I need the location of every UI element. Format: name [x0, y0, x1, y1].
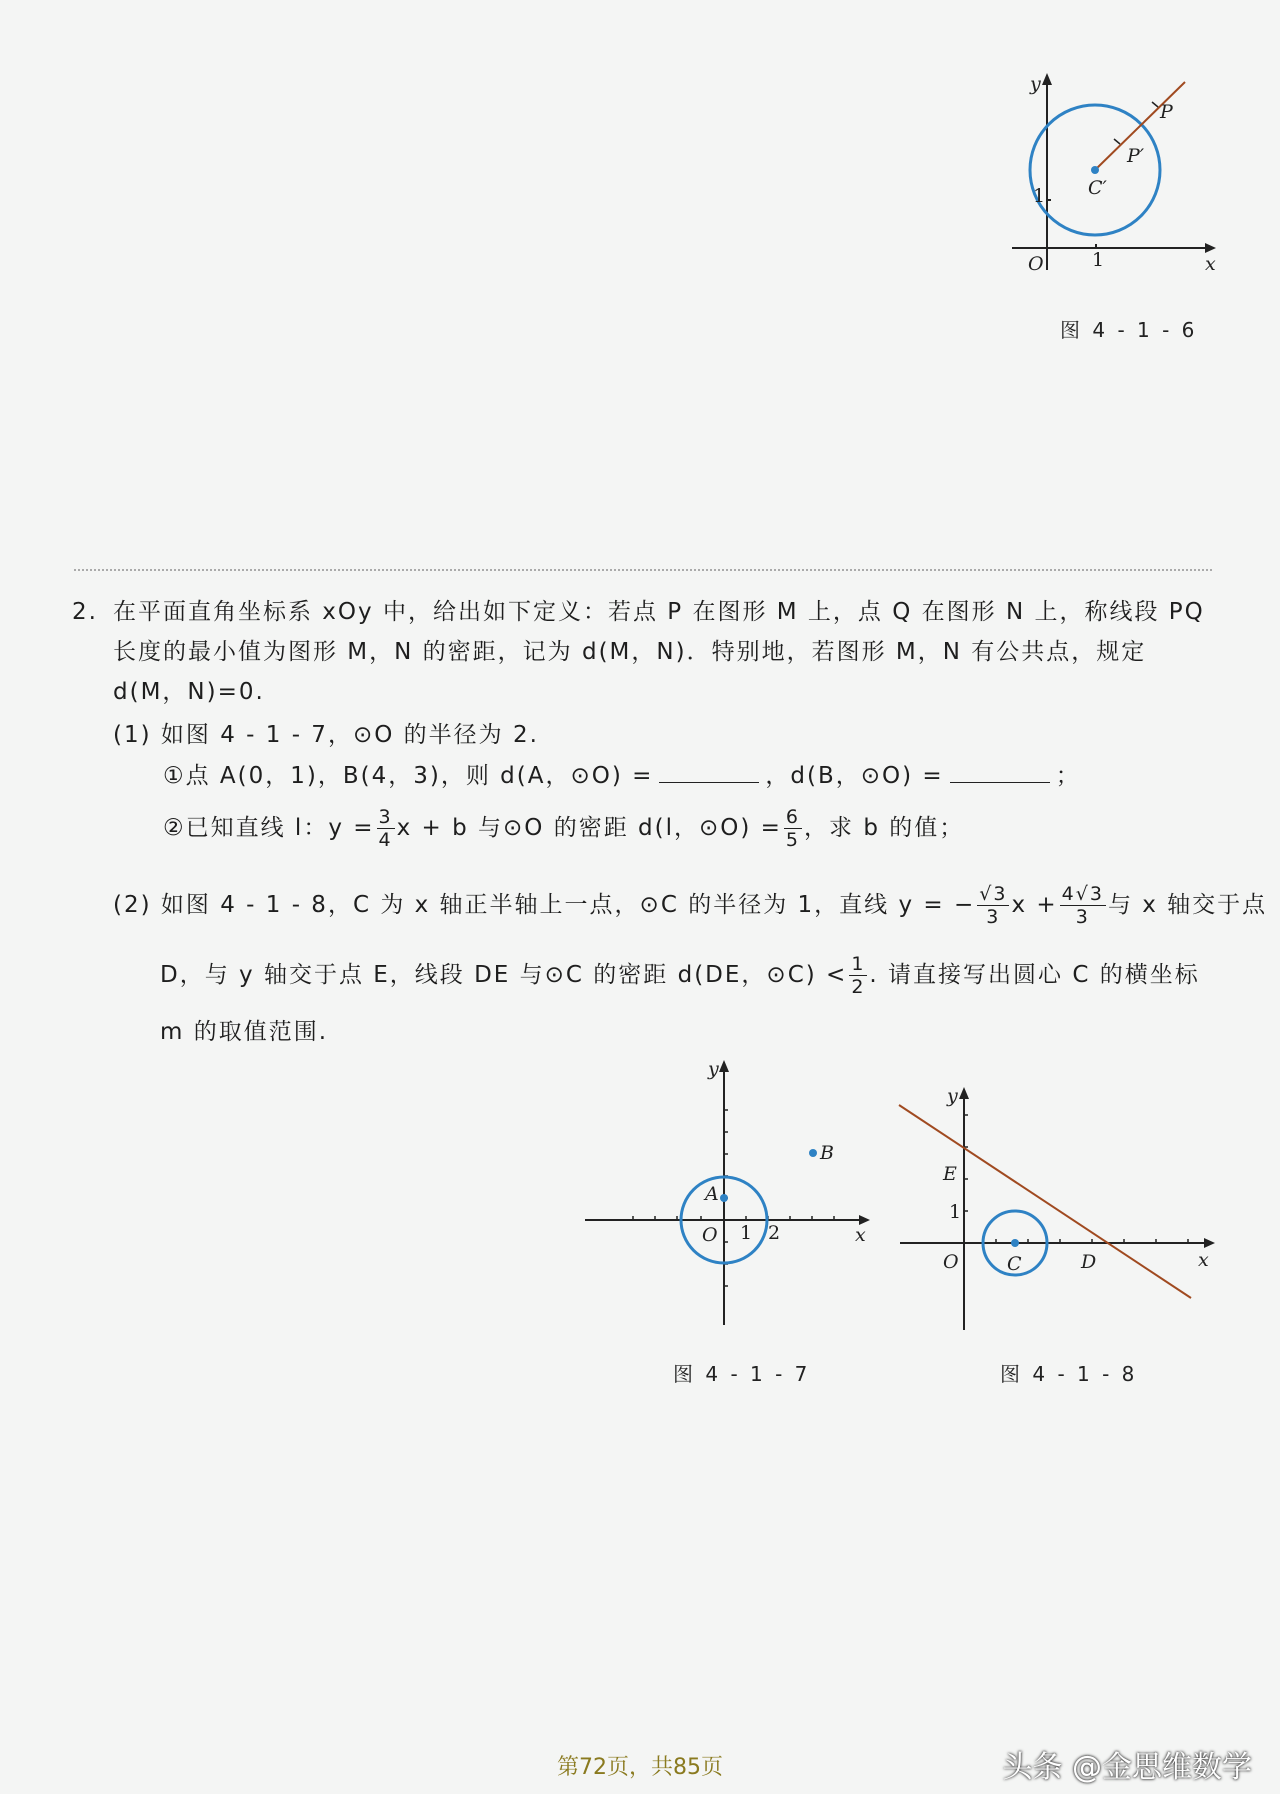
- part2-line2: [160, 953, 1200, 998]
- fig8-label-x: x: [1198, 1249, 1209, 1271]
- fig6-label-y: y: [1030, 73, 1041, 95]
- fraction-denominator: 3: [1075, 906, 1090, 928]
- fraction-numerator: 6: [785, 806, 801, 828]
- figure-4-1-7: [580, 1055, 880, 1335]
- fig6-label-p-prime: P′: [1127, 145, 1145, 167]
- problem-intro-line3: d(M，N)=0.: [113, 679, 265, 705]
- part2-line3: m 的取值范围.: [160, 1019, 329, 1045]
- fig8-label-o: O: [943, 1251, 959, 1273]
- fig6-label-one-x: 1: [1092, 249, 1105, 271]
- answer-blank-1[interactable]: [659, 756, 759, 783]
- figure-4-1-7-caption: 图 4 - 1 - 7: [673, 1362, 811, 1386]
- part1-q1-text-b: ，d(B，⊙O) =: [765, 763, 944, 789]
- part1-q2-text-b: x + b 与⊙O 的密距 d(l，⊙O) =: [396, 815, 782, 841]
- problem-intro-line2: 长度的最小值为图形 M，N 的密距，记为 d(M，N)．特别地，若图形 M，N 有公共点，规定: [113, 639, 1147, 665]
- fig7-label-x: x: [855, 1224, 866, 1246]
- fig7-label-a: A: [705, 1183, 719, 1205]
- fraction-sqrt3-3: [977, 883, 1009, 928]
- figure-4-1-8: [895, 1080, 1225, 1340]
- fig6-label-c: C′: [1088, 177, 1107, 199]
- fig7-label-two: 2: [768, 1222, 781, 1244]
- part2-line1: [113, 883, 1267, 928]
- fig7-label-one: 1: [740, 1222, 753, 1244]
- part1-heading: (1) 如图 4 - 1 - 7，⊙O 的半径为 2.: [113, 722, 539, 748]
- fraction-4sqrt3-3: [1060, 883, 1106, 928]
- fig8-label-one: 1: [949, 1201, 962, 1223]
- fig6-label-p: P: [1160, 101, 1173, 123]
- fraction-denominator: 4: [378, 829, 393, 851]
- part1-q1-text-c: ；: [1055, 763, 1081, 789]
- fraction-3-4: [377, 806, 395, 851]
- part1-question2: [163, 806, 964, 851]
- fig8-label-e: E: [943, 1163, 957, 1185]
- fraction-6-5: [784, 806, 802, 851]
- fraction-denominator: 2: [851, 976, 866, 998]
- part2-line2-text-a: D，与 y 轴交于点 E，线段 DE 与⊙C 的密距 d(DE，⊙C) <: [160, 962, 848, 988]
- fig7-label-o: O: [702, 1224, 718, 1246]
- fraction-denominator: 5: [785, 829, 801, 851]
- part2-text-a: (2) 如图 4 - 1 - 8，C 为 x 轴正半轴上一点，⊙C 的半径为 1，直线 y = −: [113, 892, 976, 918]
- fig7-label-y: y: [708, 1058, 719, 1080]
- fraction-numerator: 3: [378, 806, 393, 828]
- fig8-label-c: C: [1007, 1253, 1022, 1275]
- part2-line2-text-b: . 请直接写出圆心 C 的横坐标: [869, 962, 1200, 988]
- problem-intro-line1: 在平面直角坐标系 xOy 中，给出如下定义：若点 P 在图形 M 上，点 Q 在图形 N 上，称线段 PQ: [113, 599, 1205, 625]
- fraction-numerator: 1: [851, 953, 866, 975]
- problem-number: 2.: [72, 599, 98, 625]
- part1-q1-text-a: ①点 A(0，1)，B(4，3)，则 d(A，⊙O) =: [163, 763, 654, 789]
- fig7-label-b: B: [820, 1142, 834, 1164]
- fig6-label-one-y: 1: [1033, 185, 1046, 207]
- page-indicator: 第72页，共85页: [557, 1755, 723, 1780]
- fraction-numerator: √3: [979, 883, 1008, 905]
- figure-4-1-8-caption: 图 4 - 1 - 8: [1000, 1362, 1138, 1386]
- fraction-numerator: 4√3: [1061, 883, 1104, 905]
- part1-q2-text-a: ②已知直线 l：y =: [163, 815, 375, 841]
- figure-4-1-6-caption: 图 4 - 1 - 6: [1060, 318, 1198, 342]
- part1-q2-text-c: ，求 b 的值；: [804, 815, 965, 841]
- fig6-label-o: O: [1028, 253, 1044, 275]
- figure-4-1-6: [1000, 70, 1230, 280]
- watermark: 头条 @金思维数学: [1002, 1750, 1252, 1785]
- part2-text-c: 与 x 轴交于点: [1107, 892, 1268, 918]
- fig6-label-x: x: [1205, 253, 1216, 275]
- fraction-denominator: 3: [986, 906, 1001, 928]
- part2-text-b: x +: [1011, 892, 1058, 918]
- fig8-label-y: y: [947, 1085, 958, 1107]
- part1-question1: [163, 756, 1081, 796]
- answer-blank-2[interactable]: [950, 756, 1050, 783]
- fraction-1-2: [849, 953, 867, 998]
- section-divider: [74, 569, 1212, 571]
- fig8-label-d: D: [1081, 1251, 1097, 1273]
